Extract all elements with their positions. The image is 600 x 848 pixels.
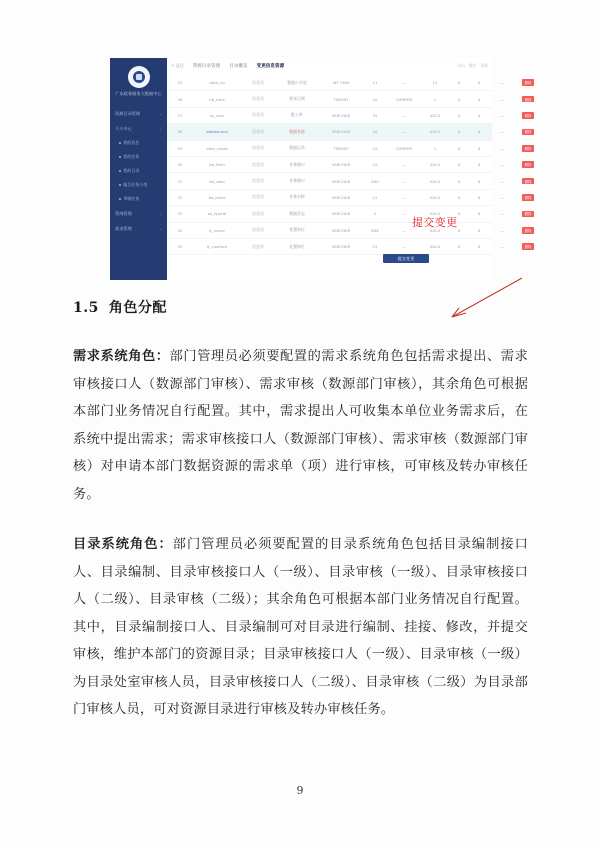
delete-row-button[interactable]: 删除 <box>522 112 534 119</box>
table-cell-def: ASCII <box>429 162 441 168</box>
table-row[interactable] <box>167 124 532 140</box>
table-cell-len: 2 <box>373 211 377 217</box>
table-cell-actions <box>515 96 541 103</box>
table-cell-rem: — <box>500 129 504 135</box>
table-cell-n1: 0 <box>457 244 461 250</box>
table-cell-def: 1 <box>433 96 437 102</box>
heading-number: 1.5 <box>73 300 99 316</box>
delete-row-button[interactable]: 删除 <box>522 96 534 103</box>
table-row[interactable] <box>167 173 532 189</box>
table-cell-dt: VARCHAR <box>331 244 351 250</box>
table-cell-dt: VARCHAR <box>331 227 351 233</box>
table-cell-rem: — <box>500 145 504 151</box>
table-cell-actions <box>515 145 541 152</box>
table-row[interactable] <box>167 75 532 91</box>
table-cell-id: 31 <box>177 178 183 184</box>
table-cell-name: 业务名称 <box>289 194 305 200</box>
paragraph-lead: 目录系统角色： <box>73 537 173 552</box>
table-cell-actions <box>515 79 541 86</box>
table-cell-id: 27 <box>177 112 183 118</box>
table-cell-id: 29 <box>177 145 183 151</box>
sidebar-subitem-transfer-task[interactable] <box>110 192 167 206</box>
table-cell-id: 28 <box>177 129 183 135</box>
delete-row-button[interactable]: 删除 <box>522 243 534 250</box>
table-cell-actions <box>515 211 541 218</box>
table-cell-def: ASCII <box>429 244 441 250</box>
table-cell-code: bd_trans <box>208 194 226 200</box>
paragraph-lead: 需求系统角色： <box>73 349 170 364</box>
sidebar-item-demand-management[interactable] <box>110 221 167 236</box>
table-cell-def: ASCII <box>429 194 441 200</box>
table-cell-prec: — <box>402 211 406 217</box>
table-cell-n1: 0 <box>457 112 461 118</box>
delete-row-button[interactable]: 删除 <box>522 178 534 185</box>
table-cell-type: 信息项 <box>252 112 264 118</box>
table-cell-rem: — <box>500 178 504 184</box>
org-logo-icon <box>128 66 150 88</box>
table-cell-len: 11 <box>372 80 378 86</box>
bullet-icon <box>119 170 121 172</box>
table-cell-code: bd_item <box>209 162 225 168</box>
table-cell-prec: — <box>402 178 406 184</box>
sidebar-item-label: 需求管理 <box>115 225 132 231</box>
table-cell-n1: 0 <box>457 96 461 102</box>
page-title <box>73 297 167 317</box>
table-cell-prec: CURREN <box>395 145 413 151</box>
table-cell-n2: 0 <box>477 227 481 233</box>
table-cell-rem: — <box>500 194 504 200</box>
annotation-arrow-icon <box>440 276 540 328</box>
table-cell-len: 800 <box>371 178 379 184</box>
table-row[interactable] <box>167 157 532 173</box>
table-cell-def: ASCII <box>429 178 441 184</box>
table-cell-n2: 0 <box>477 112 481 118</box>
table-cell-def: 11 <box>432 80 438 86</box>
table-cell-actions <box>515 161 541 168</box>
topbar-actions <box>457 63 488 69</box>
table-cell-type: 信息项 <box>252 194 264 200</box>
table-cell-code: bd_deal <box>209 178 225 184</box>
table-cell-type: 信息项 <box>252 178 264 184</box>
paragraph-demand-roles <box>73 343 528 508</box>
breadcrumb-item-0[interactable]: 资源目录管理 <box>192 64 221 69</box>
table-cell-code: sz_user <box>209 112 225 118</box>
table-row[interactable] <box>167 239 532 255</box>
table-cell-def: ASCII <box>429 112 441 118</box>
table-cell-prec: — <box>402 162 406 168</box>
table-cell-type: 信息项 <box>252 161 264 167</box>
table-cell-type: 信息项 <box>252 96 264 102</box>
table-cell-n1: 0 <box>457 194 461 200</box>
table-cell-n2: 0 <box>477 80 481 86</box>
table-cell-type: 信息项 <box>252 145 264 151</box>
table-cell-id: 35 <box>177 244 183 250</box>
table-row[interactable] <box>167 141 532 157</box>
table-cell-actions <box>515 129 541 136</box>
table-cell-def: 1 <box>433 145 437 151</box>
chevron-down-icon: ⌄ <box>158 211 162 216</box>
table-cell-id: 25 <box>177 80 183 86</box>
sidebar-item-resource-catalog[interactable] <box>110 106 167 121</box>
table-cell-rem: — <box>500 227 504 233</box>
table-cell-name: 业务窗口 <box>289 178 305 184</box>
table-cell-actions <box>515 194 541 201</box>
table-cell-prec: — <box>402 194 406 200</box>
paragraph-body: 部门管理员必须要配置的需求系统角色包括需求提出、需求审核接口人（数源部门审核）、需求审核（数源部门审核），其余角色可根据本部门业务情况自行配置。其中，需求提出人可收集本单位业务需求后，在系统中提出需求；需求审核接口人（数源部门审核）、需求审核（数源部门审核）对申请本部门数据资源的需求单（项）进行审核，可审核及转办审核任务。 <box>73 349 528 502</box>
table-row[interactable] <box>167 108 532 124</box>
table-cell-code: datasource <box>206 129 228 135</box>
embedded-ui-screenshot <box>110 58 532 280</box>
app-main-area <box>167 58 532 280</box>
table-cell-type: 信息项 <box>252 227 264 233</box>
table-cell-rem: — <box>500 244 504 250</box>
delete-row-button[interactable]: 删除 <box>522 161 534 168</box>
table-cell-n1: 0 <box>457 178 461 184</box>
table-cell-prec: — <box>402 244 406 250</box>
table-cell-def: ASCII <box>429 129 441 135</box>
table-cell-n1: 0 <box>457 227 461 233</box>
table-cell-len: 10 <box>372 145 378 151</box>
sidebar-item-label: 我的目录 <box>123 168 140 173</box>
table-cell-len: 10 <box>372 96 378 102</box>
table-cell-len: 12 <box>372 194 378 200</box>
bullet-icon <box>119 142 121 144</box>
bullet-icon <box>119 156 121 158</box>
table-cell-name: 处置单位 <box>289 227 305 233</box>
table-cell-code: it_name <box>209 227 225 233</box>
table-cell-dt: VARCHAR <box>331 211 351 217</box>
table-cell-id: 34 <box>177 227 183 233</box>
paragraph-catalog-roles <box>73 531 528 724</box>
table-cell-dt: VARCHAR <box>331 112 351 118</box>
table-cell-id: 30 <box>177 162 183 168</box>
submit-change-button[interactable]: 提交变更 <box>383 254 429 263</box>
delete-row-button[interactable]: 删除 <box>522 227 534 234</box>
topbar-action-1[interactable]: 操作 <box>468 63 477 68</box>
page-number: 9 <box>296 784 304 797</box>
table-cell-type: 信息项 <box>252 79 264 85</box>
table-cell-n2: 0 <box>477 145 481 151</box>
table-cell-rem: — <box>500 162 504 168</box>
table-cell-dt: VARCHAR <box>331 162 351 168</box>
table-cell-code: data_result <box>206 145 228 151</box>
table-cell-name: 业务窗口 <box>289 161 305 167</box>
table-cell-dt: VARCHAR <box>331 129 351 135</box>
topbar-action-2[interactable]: 帮助 <box>480 63 488 68</box>
table-cell-prec: CURREN <box>395 96 413 102</box>
table-cell-n1: 0 <box>457 145 461 151</box>
table-cell-rem: — <box>500 96 504 102</box>
table-cell-n1: 0 <box>457 211 461 217</box>
chevron-down-icon: ⌄ <box>158 226 162 231</box>
table-cell-name: 数据状态 <box>289 210 305 216</box>
table-cell-n2: 0 <box>477 129 481 135</box>
table-cell-n2: 0 <box>477 162 481 168</box>
table-cell-n1: 0 <box>457 162 461 168</box>
topbar-action-0[interactable]: 导出 <box>457 63 465 68</box>
table-cell-rem: — <box>500 112 504 118</box>
table-cell-n2: 0 <box>477 96 481 102</box>
chevron-down-icon: ⌄ <box>158 126 162 131</box>
heading-text: 角色分配 <box>108 300 167 316</box>
table-cell-len: 10 <box>372 162 378 168</box>
sidebar-menu <box>110 106 167 236</box>
table-cell-code: data_no <box>209 80 225 86</box>
table-cell-code: sz_typeid <box>207 211 227 217</box>
sidebar-item-system-management[interactable] <box>110 206 167 221</box>
table-cell-prec: — <box>402 129 406 135</box>
bullet-icon <box>119 198 121 200</box>
table-cell-n2: 0 <box>477 194 481 200</box>
sidebar-subitem-my-messages[interactable] <box>110 136 167 150</box>
table-cell-type: 信息项 <box>252 128 264 134</box>
table-cell-id: 26 <box>177 96 183 102</box>
sidebar-item-label: 编目任务分类 <box>123 182 148 187</box>
table-cell-prec: — <box>402 80 406 86</box>
table-cell-rem: — <box>500 211 504 217</box>
sidebar-subitem-catalog-task-type[interactable] <box>110 178 167 192</box>
table-cell-name: 数据来源 <box>289 128 305 134</box>
sidebar-subitem-my-catalog[interactable] <box>110 164 167 178</box>
table-cell-name: 配工单 <box>291 112 303 118</box>
table-cell-n2: 0 <box>477 211 481 217</box>
sidebar-item-personal-center[interactable] <box>110 121 167 136</box>
table-cell-type: 信息项 <box>252 243 264 249</box>
table-row[interactable] <box>167 91 532 107</box>
bullet-icon <box>119 184 121 186</box>
delete-row-button[interactable]: 删除 <box>522 145 534 152</box>
table-cell-n1: 0 <box>457 129 461 135</box>
table-cell-actions <box>515 243 541 250</box>
table-cell-actions <box>515 178 541 185</box>
chevron-down-icon: ⌄ <box>158 111 162 116</box>
delete-row-button[interactable]: 删除 <box>522 194 534 201</box>
annotation-label: 提交变更 <box>412 216 458 229</box>
table-cell-def: ASCII <box>429 227 441 233</box>
table-cell-len: 12 <box>372 244 378 250</box>
breadcrumb-item-1[interactable]: 目录概览 <box>229 64 248 69</box>
sidebar-item-label: 我的任务 <box>123 154 140 159</box>
table-cell-name: 处置单位 <box>289 243 305 249</box>
table-row[interactable] <box>167 190 532 206</box>
sidebar-item-label: 系统管理 <box>115 210 132 216</box>
delete-row-button[interactable]: 删除 <box>522 129 534 136</box>
breadcrumb-item-2[interactable]: 变更信息资源 <box>256 64 285 69</box>
delete-row-button[interactable]: 删除 <box>522 211 534 218</box>
table-cell-actions <box>515 227 541 234</box>
sidebar-item-label: 资源目录管理 <box>115 110 141 116</box>
org-name-label: 广东政务服务大数据中心 <box>115 91 162 96</box>
table-cell-code: it_cusfrom <box>206 244 228 250</box>
table-cell-n2: 0 <box>477 178 481 184</box>
breadcrumb <box>167 58 492 74</box>
sidebar-subitem-my-tasks[interactable] <box>110 150 167 164</box>
table-cell-dt: VARCHAR <box>331 194 351 200</box>
sidebar-item-label: 李娜任务 <box>123 196 140 201</box>
table-cell-len: 32 <box>372 112 378 118</box>
table-cell-code: nb_time <box>209 96 225 102</box>
table-cell-prec: — <box>402 227 406 233</box>
table-cell-rem: — <box>500 80 504 86</box>
sidebar-item-label: 个人中心 <box>115 125 132 131</box>
table-cell-id: 32 <box>177 194 183 200</box>
table-cell-prec: — <box>402 112 406 118</box>
table-cell-type: 信息项 <box>252 210 264 216</box>
paragraph-body: 部门管理员必须要配置的目录系统角色包括目录编制接口人、目录编制、目录审核接口人（一级）、目录审核（一级）、目录审核接口人（二级）、目录审核（二级）；其余角色可根据本部门业务情况自行配置。其中，目录编制接口人、目录编制可对目录进行编制、挂接、修改，并提交审核，维护本部门的资源目录；目录审核接口人（一级）、目录审核（一级）为目录处室审核人员，目录审核接口人（二级）、目录审核（二级）为目录部门审核人员，可对资源目录进行审核及转办审核任务。 <box>73 537 528 717</box>
table-cell-def: ASCII <box>429 211 441 217</box>
app-sidebar <box>110 58 167 280</box>
sidebar-item-label: 我的消息 <box>123 140 140 145</box>
table-cell-dt: TINYINT <box>333 145 349 151</box>
back-button[interactable]: < 返回 <box>171 63 184 68</box>
table-cell-name: 数据公开度 <box>287 79 307 85</box>
table-cell-len: 10 <box>372 129 378 135</box>
table-cell-id: 33 <box>177 211 183 217</box>
table-cell-dt: INT UNSI <box>332 80 350 86</box>
table-cell-name: 数据记录 <box>289 145 305 151</box>
table-cell-actions <box>515 112 541 119</box>
table-cell-name: 要求日期 <box>289 96 305 102</box>
delete-row-button[interactable]: 删除 <box>522 79 534 86</box>
table-cell-dt: TINYINT <box>333 96 349 102</box>
table-cell-len: 806 <box>371 227 379 233</box>
table-cell-n1: 0 <box>457 80 461 86</box>
table-cell-dt: VARCHAR <box>331 178 351 184</box>
table-cell-n2: 0 <box>477 244 481 250</box>
